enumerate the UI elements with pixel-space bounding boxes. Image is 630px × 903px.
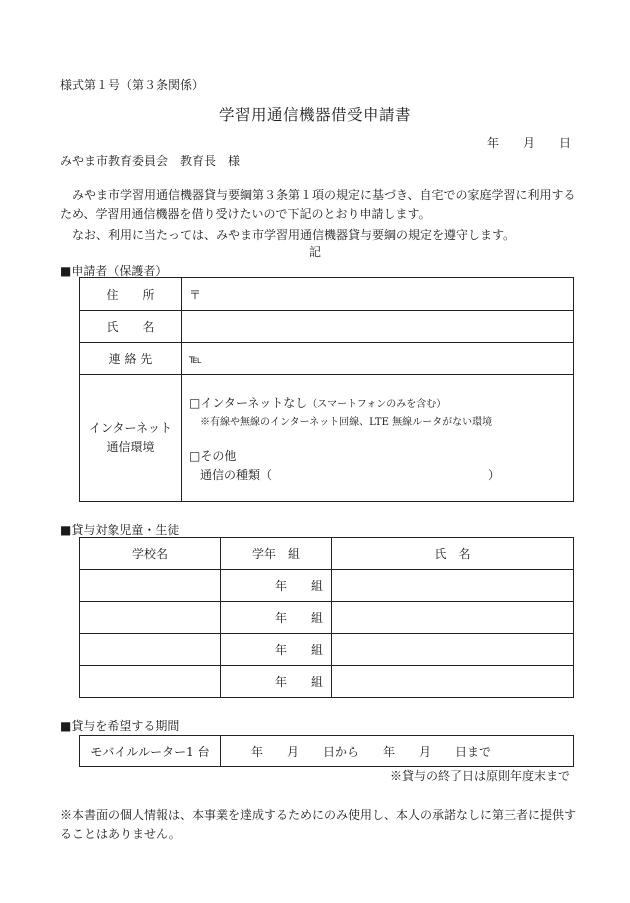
- table-row: [80, 602, 574, 634]
- document-title: 学習用通信機器借受申請書: [218, 106, 411, 124]
- option-no-internet-label: インターネットなし: [200, 396, 308, 410]
- option-other-label: その他: [200, 449, 237, 463]
- header-student-name: 氏 名: [332, 538, 574, 570]
- date-year: 年: [487, 136, 500, 150]
- applicant-heading: ■申請者（保護者）: [60, 264, 168, 278]
- header-grade-class: 学年 組: [221, 538, 332, 570]
- telephone-mark: ℡: [189, 351, 202, 366]
- ki-marker: 記: [308, 245, 321, 259]
- option-no-internet-note: （スマートフォンのみを含む）: [307, 399, 447, 410]
- privacy-note: ※本書面の個人情報は、本事業を達成するためにのみ使用し、本人の承諾なしに第三者に提供することはありません。: [60, 808, 577, 842]
- student-name-field[interactable]: [332, 570, 574, 602]
- date-month: 月: [523, 136, 536, 150]
- school-field[interactable]: [80, 570, 221, 602]
- table-row: [80, 570, 574, 602]
- student-name-field[interactable]: [332, 602, 574, 634]
- grade-class-text: 年 組: [274, 579, 323, 593]
- device-label: モバイルルーター1 台: [80, 736, 221, 767]
- grade-class-field[interactable]: [221, 634, 332, 666]
- period-range-field[interactable]: [221, 736, 574, 767]
- postal-mark: 〒: [189, 287, 202, 302]
- student-name-field[interactable]: [332, 634, 574, 666]
- checkbox-other[interactable]: □: [189, 449, 201, 463]
- grade-class-field[interactable]: [221, 602, 332, 634]
- internet-label-line2: 通信環境: [106, 440, 155, 454]
- compliance-paragraph: なお、利用に当たっては、みやま市学習用通信機器貸与要綱の規定を遵守します。: [72, 228, 516, 242]
- internet-options: [182, 375, 574, 502]
- grade-class-text: 年 組: [274, 611, 323, 625]
- name-field[interactable]: [182, 311, 574, 343]
- communication-type-label: 通信の種類（: [200, 468, 273, 482]
- school-field[interactable]: [80, 666, 221, 698]
- table-row: [80, 634, 574, 666]
- option-no-internet[interactable]: [189, 394, 446, 411]
- students-heading: ■貸与対象児童・生徒: [60, 523, 180, 537]
- addressee: みやま市教育委員会 教育長 様: [60, 154, 241, 168]
- checkbox-no-internet[interactable]: □: [189, 396, 201, 410]
- grade-class-text: 年 組: [274, 675, 323, 689]
- form-number: 様式第１号（第３条関係）: [60, 78, 205, 92]
- date-line: [487, 137, 571, 149]
- table-row: [80, 666, 574, 698]
- contact-field[interactable]: [182, 343, 574, 375]
- option-no-internet-sub: ※有線や無線のインターネット回線、LTE 無線ルータがない環境: [200, 417, 493, 428]
- internet-label: [80, 375, 182, 502]
- communication-type-close: ）: [488, 468, 501, 482]
- address-field[interactable]: [182, 278, 574, 311]
- period-heading: ■貸与を希望する期間: [60, 719, 180, 733]
- grade-class-field[interactable]: [221, 666, 332, 698]
- option-other[interactable]: [189, 447, 236, 464]
- period-table: [79, 735, 574, 767]
- period-note: ※貸与の終了日は原則年度末まで: [390, 769, 571, 783]
- header-school: 学校名: [80, 538, 221, 570]
- applicant-table: [79, 277, 574, 502]
- date-day: 日: [559, 136, 572, 150]
- communication-type-line: [200, 466, 500, 483]
- grade-class-field[interactable]: [221, 570, 332, 602]
- period-range-text: 年 月 日から 年 月 日まで: [251, 744, 492, 759]
- students-table: [79, 537, 574, 698]
- address-label: 住 所: [80, 278, 182, 311]
- name-label: 氏 名: [80, 311, 182, 343]
- request-paragraph: みやま市学習用通信機器貸与要綱第３条第１項の規定に基づき、自宅での家庭学習に利用するため、学習用通信機器を借り受けたいので下記のとおり申請します。: [60, 188, 576, 221]
- school-field[interactable]: [80, 634, 221, 666]
- internet-label-line1: インターネット: [89, 420, 172, 435]
- school-field[interactable]: [80, 602, 221, 634]
- contact-label: 連 絡 先: [80, 343, 182, 375]
- student-name-field[interactable]: [332, 666, 574, 698]
- grade-class-text: 年 組: [274, 643, 323, 657]
